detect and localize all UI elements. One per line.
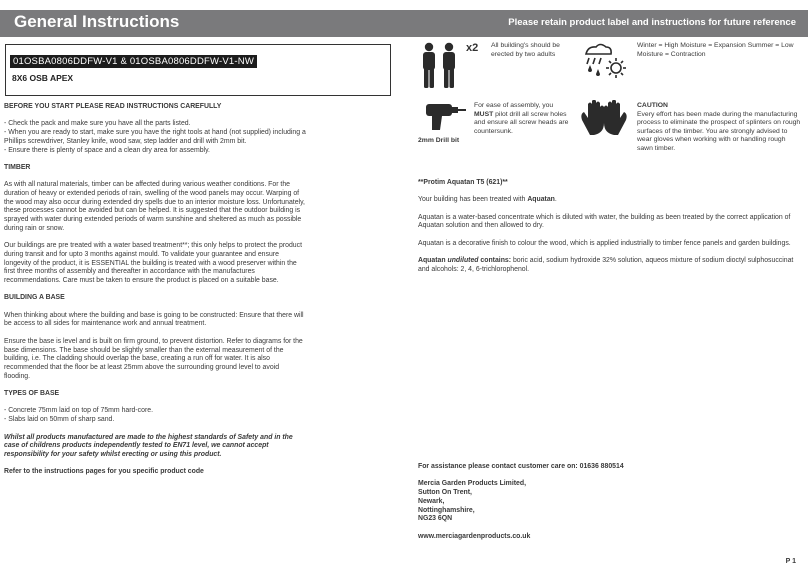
address-line: Mercia Garden Products Limited, [418,480,526,488]
timber-heading: TIMBER [4,163,31,171]
address-line: Newark, [418,497,445,505]
treatment-paragraph: Aquatan is a decorative finish to colour the wood, which is applied industrially to timber fence panels and garden buildings. [418,239,791,247]
refer-note: Refer to the instructions pages for you specific product code [4,468,204,476]
drill-text [474,102,574,136]
gloves-icon [578,100,630,140]
page-number: P 1 [785,558,796,565]
contents-rest: boric acid, sodium hydroxide 32% solution, aqueos mixture of sodium dioctyl sulphosuccinat and alcohols: 2, 4, 6-trichlorophenol. [418,257,794,273]
product-codes: 01OSBA0806DDFW-V1 & 01OSBA0806DDFW-V1-NW [10,55,257,68]
treatment-heading: **Protim Aquatan T5 (621)** [418,179,508,186]
base-heading: BUILDING A BASE [4,294,65,302]
adults-text: All building's should be erected by two adults [491,42,560,58]
types-heading: TYPES OF BASE [4,390,60,398]
timber-paragraph: As with all natural materials, timber can be affected during various weather conditions. For the duration of heavy or extended periods of rain, swelling of the wood panels may occur. Warping of the wood may also occur during extended dry spells due to an interior moisture loss. Unfortunately, these processes cannot be avoided but can be helped. It is suggested that the outdoor building is sprayed with water during extended periods of warm sunshine and sheltered as much as possible during rain or snow. [4,181,305,232]
drill-text-post: pilot drill all screw holes and ensure all screw heads are countersunk. [474,110,569,135]
intro-heading: BEFORE YOU START PLEASE READ INSTRUCTIONS CAREFULLY [4,103,222,110]
types-list [4,407,306,424]
address-block [418,480,798,524]
page-title: General Instructions [14,12,180,31]
intro-bullet: - When you are ready to start, make sure you have the right tools at hand (not supplied) including a Phillips screwdriver, Stanley knife, wood saw, step ladder and drill with 2mm bit. [4,129,306,145]
timber-paragraph: Our buildings are pre treated with a water based treatment**; this only helps to protect the product during transit and for upto 3 months against mould. To validate your guarantee and ensure longevity of the product, it is ESSENTIAL the building is treated with a wood preserver within the first three months of assembly and thereafter in accordance with the manufactures recommendations. Care must be taken to ensure the product is placed on a suitable base. [4,242,302,284]
treatment-contents [418,257,798,274]
website-link[interactable]: www.merciagardenproducts.co.uk [418,532,531,540]
header-bar [0,10,808,37]
product-code-box [5,44,391,96]
treatment-paragraph: Aquatan is a water-based concentrate which is diluted with water, the building as been treated by the correct application of Aquatan solution and then allowed to dry. [418,213,791,230]
left-column [4,103,306,486]
careline-text: For assistance please contact customer care on: 01636 880514 [418,463,624,470]
treatment-p1-bold: Aquatan [527,196,555,204]
caution-block [637,102,803,154]
header-subtitle: Please retain product label and instructions for future reference [508,17,796,28]
address-line: Nottinghamshire, [418,506,475,514]
types-item: - Slabs laid on 50mm of sharp sand. [4,416,115,424]
safety-note: Whilst all products manufactured are made to the highest standards of Safety and in the case of childrens products independently tested to EN71 level, we cannot accept responsibility for your safety whilst erecting or using this product. [4,433,293,458]
weather-text: Winter = High Moisture = Expansion Summer = Low Moisture = Contraction [637,42,794,58]
product-name: 8X6 OSB APEX [12,73,74,83]
drill-text-must: MUST [474,110,494,118]
base-paragraph: Ensure the base is level and is built on firm ground, to prevent distortion. Refer to diagrams for the base dimensions. The base should be slightly smaller than the external measurement of the building, i.e. The cladding should overlap the base, creating a run off for water. It is also recommended that the floor be at least 25mm above the surrounding ground level to avoid flooding. [4,337,303,380]
weather-icon [580,40,630,82]
contents-bold-2: contains: [478,257,512,265]
caution-text: Every effort has been made during the manufacturing process to eliminate the prospect of splinters on rough surfaces of the timber. You are strongly advised to wear gloves when working with or handling rough sawn timber. [637,110,801,152]
drill-label: 2mm Drill bit [418,137,460,144]
drill-text-pre: For ease of assembly, you [474,102,554,109]
types-item: - Concrete 75mm laid on top of 75mm hard-core. [4,407,153,415]
treatment-paragraph [418,196,798,205]
intro-list [4,120,306,155]
address-line: NG23 6QN [418,515,453,523]
base-paragraph: When thinking about where the building and base is going to be constructed: Ensure that there will be access to all sides for maintenance work and annual treatment. [4,311,304,328]
treatment-section [418,179,798,283]
caution-heading: CAUTION [637,102,668,109]
intro-bullet: - Check the pack and make sure you have all the parts listed. [4,120,191,128]
contents-italic: undiluted [447,257,479,265]
treatment-p1-pre: Your building has been treated with [418,196,528,204]
drill-icon [420,100,468,132]
contents-bold: Aquatan [418,257,448,265]
two-adults-icon [418,42,464,90]
treatment-p1-post: . [554,196,557,204]
adults-count: x2 [466,42,479,54]
intro-bullet: - Ensure there is plenty of space and a clean dry area for assembly. [4,146,210,154]
address-line: Sutton On Trent, [418,489,472,497]
contact-section [418,463,798,541]
